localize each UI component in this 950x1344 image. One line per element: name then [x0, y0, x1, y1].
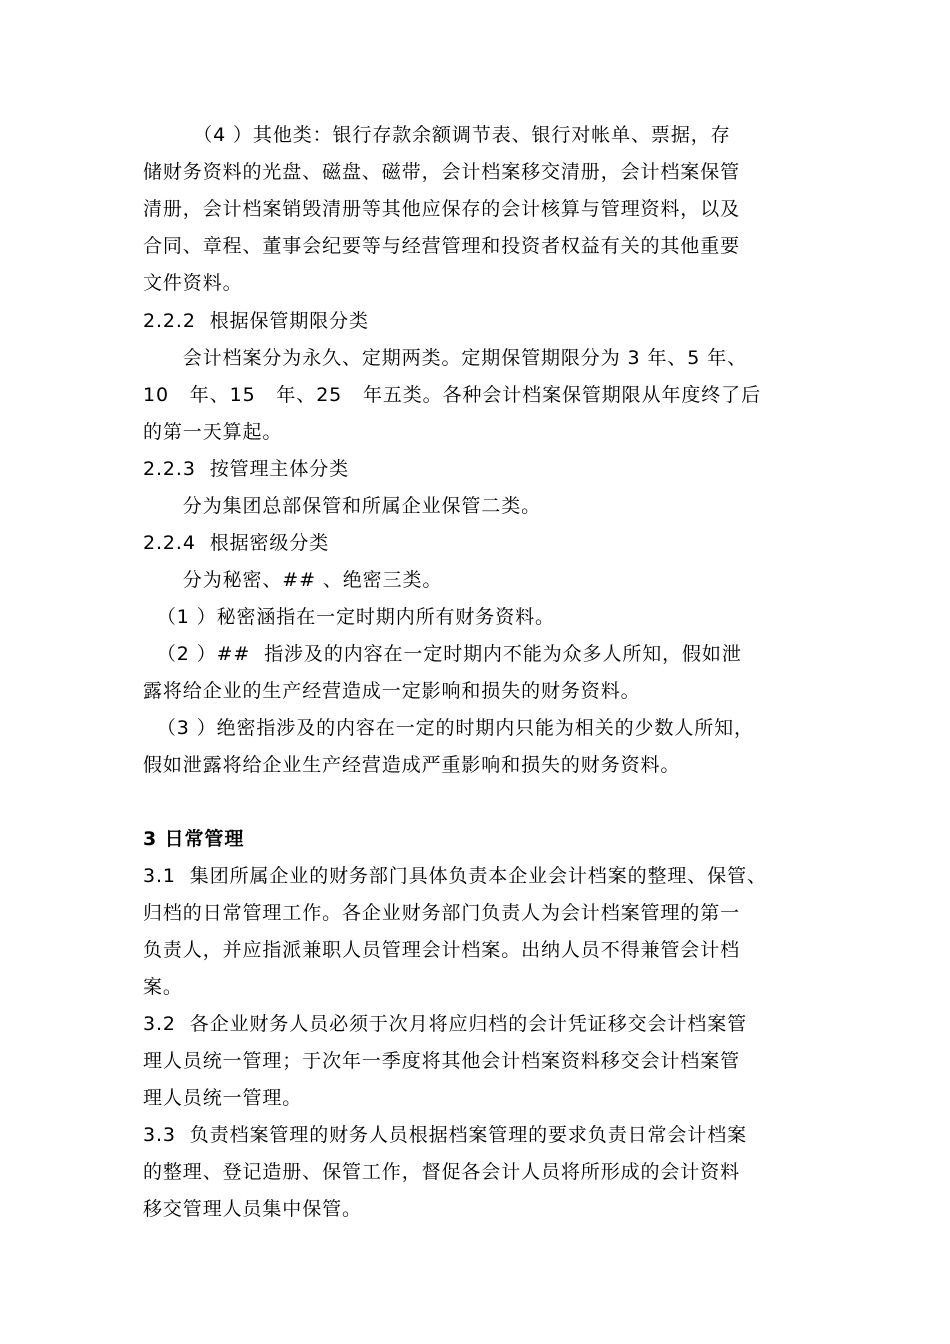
paragraph-line: 清册，会计档案销毁清册等其他应保存的会计核算与管理资料，以及 — [143, 198, 741, 220]
list-item: （1 ）秘密涵指在一定时期内所有财务资料。 — [143, 606, 555, 628]
paragraph-line: 的第一天算起。 — [143, 421, 283, 443]
paragraph-line: 理人员统一管理；于次年一季度将其他会计档案资料移交会计档案管 — [143, 1050, 741, 1072]
list-item: （3 ）绝密指涉及的内容在一定的时期内只能为相关的少数人所知， — [143, 717, 754, 739]
chapter-heading: 3 日常管理 — [143, 828, 245, 850]
list-item: （2 ）## 指涉及的内容在一定时期内不能为众多人所知，假如泄 — [143, 643, 742, 665]
paragraph-line: 3.1 集团所属企业的财务部门具体负责本企业会计档案的整理、保管、 — [143, 865, 767, 887]
paragraph-line: （4 ）其他类：银行存款余额调节表、银行对帐单、票据，存 — [143, 124, 731, 146]
paragraph-line: 案。 — [143, 976, 183, 998]
section-heading: 2.2.3 按管理主体分类 — [143, 458, 350, 480]
paragraph-line: 归档的日常管理工作。各企业财务部门负责人为会计档案管理的第一 — [143, 902, 741, 924]
paragraph-line: 负责人，并应指派兼职人员管理会计档案。出纳人员不得兼管会计档 — [143, 939, 741, 961]
paragraph-line: 假如泄露将给企业生产经营造成严重影响和损失的财务资料。 — [143, 754, 681, 776]
paragraph-line: 移交管理人员集中保管。 — [143, 1198, 362, 1220]
paragraph-line: 会计档案分为永久、定期两类。定期保管期限分为 3 年、5 年、 — [143, 347, 747, 369]
paragraph-line: 文件资料。 — [143, 272, 243, 294]
paragraph-line: 分为集团总部保管和所属企业保管二类。 — [143, 495, 542, 517]
section-heading: 2.2.2 根据保管期限分类 — [143, 310, 369, 332]
paragraph-line: 分为秘密、## 、绝密三类。 — [143, 569, 443, 591]
paragraph-line: 露将给企业的生产经营造成一定影响和损失的财务资料。 — [143, 680, 641, 702]
paragraph-line: 合同、章程、董事会纪要等与经营管理和投资者权益有关的其他重要 — [143, 235, 741, 257]
paragraph-line: 的整理、登记造册、保管工作，督促各会计人员将所形成的会计资料 — [143, 1161, 741, 1183]
paragraph-line: 10 年、15 年、25 年五类。各种会计档案保管期限从年度终了后 — [143, 384, 761, 406]
paragraph-line: 3.3 负责档案管理的财务人员根据档案管理的要求负责日常会计档案 — [143, 1124, 747, 1146]
section-heading: 2.2.4 根据密级分类 — [143, 532, 330, 554]
paragraph-line: 理人员统一管理。 — [143, 1087, 303, 1109]
paragraph-line: 储财务资料的光盘、磁盘、磁带，会计档案移交清册，会计档案保管 — [143, 161, 741, 183]
paragraph-line: 3.2 各企业财务人员必须于次月将应归档的会计凭证移交会计档案管 — [143, 1013, 747, 1035]
